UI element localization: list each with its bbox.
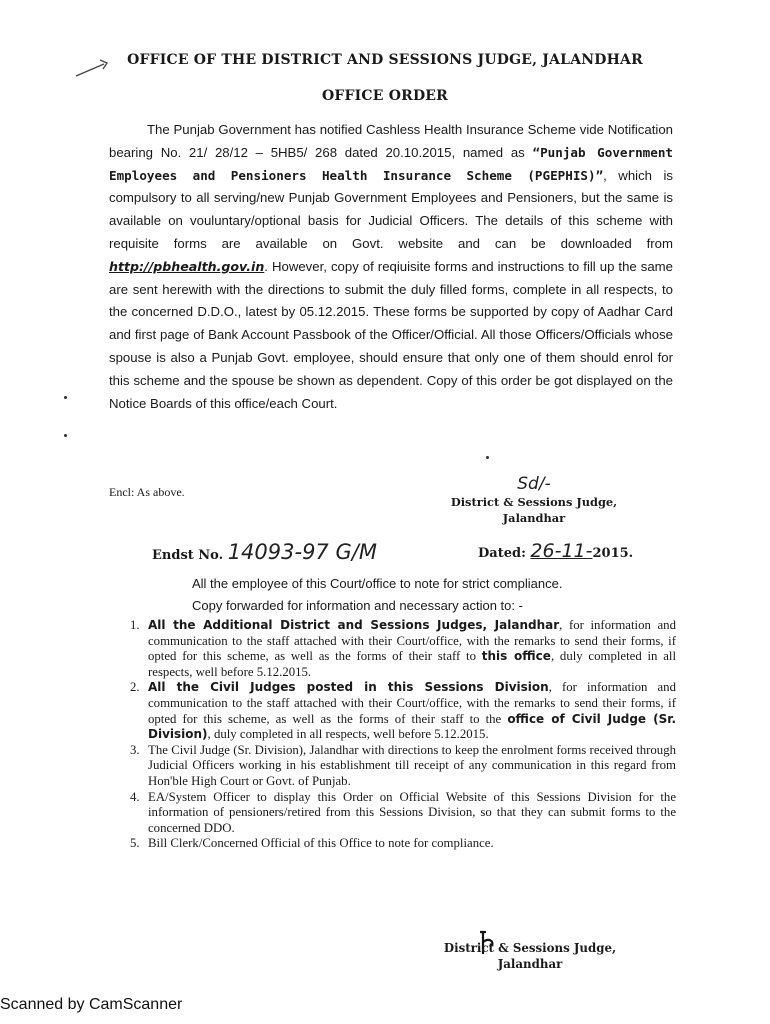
sd-mark: Sd/- — [517, 474, 551, 494]
dated-handwritten: 26-11- — [530, 540, 593, 562]
signature-place: Jalandhar — [502, 511, 566, 525]
list-item: 1. All the Additional District and Sessions Judges, Jalandhar, for information and communication to the staff attached with their Court/office, with the remarks to send their forms, if opted for this scheme, as well as the forms of their staff to this office, duly completed in all respects, well before 5.12.2015. — [130, 618, 677, 679]
list-item: 2. All the Civil Judges posted in this Sessions Division, for information and communication to the staff attached with their Court/office, with the remarks to send their forms, if opted for this scheme, as well as the forms of their staff to the office of Civil Judge (Sr. Division), duly completed in all respects, well before 5.12.2015. — [130, 680, 676, 742]
list-item: 3. The Civil Judge (Sr. Division), Jalandhar with directions to keep the enrolment forms received through Judicial Officers working in his establishment till receipt of any communication in this regard from Hon'ble High Court or Govt. of Punjab. — [130, 742, 676, 788]
signature-place: Jalandhar — [497, 957, 563, 971]
compliance-line: All the employee of this Court/office to note for strict compliance. — [192, 576, 563, 591]
distribution-list — [120, 618, 676, 852]
office-heading: OFFICE OF THE DISTRICT AND SESSIONS JUDGE, JALANDHAR — [127, 52, 643, 68]
scan-speck — [64, 396, 67, 399]
enclosure-note: Encl: As above. — [109, 485, 185, 499]
signature-block-2 — [430, 940, 630, 972]
scan-speck — [486, 456, 489, 459]
scheme-name: “Punjab Government Employees and Pensioners Health Insurance Scheme (PGEPHIS)” — [109, 144, 673, 183]
forward-line: Copy forwarded for information and necessary action to: - — [192, 598, 523, 613]
body-middle: , which is compulsory to all serving/new Punjab Government Employees and Pensioners, but the same is available on vouluntary/optional basis for Judicial Officers. The details of this scheme with requisite forms are available on Govt. website and can be downloaded from — [109, 167, 674, 251]
endst-handwritten-number: 14093-97 G/M — [227, 540, 377, 564]
scan-speck — [64, 434, 67, 437]
endorsement-date — [478, 540, 633, 562]
body-intro: The Punjab Government has notified Cashless Health Insurance Scheme vide Notification bearing No. 21/ 28/12 – 5HB5/ 268 dated 20.10.2015, named as — [109, 122, 673, 160]
dated-year: 2015. — [592, 546, 634, 561]
endst-label: Endst No. — [152, 548, 224, 563]
signature-title: District & Sessions Judge, — [443, 941, 617, 955]
endorsement-number — [152, 540, 377, 564]
order-body — [109, 119, 673, 415]
scanner-watermark: Scanned by CamScanner — [0, 996, 183, 1013]
body-end: . However, copy of reqiuisite forms and instructions to fill up the same are sent herewith with the directions to submit the duly filled forms, complete in all respects, to the concerned D.D.O., latest by 05.12.2015. These forms be supported by copy of Aadhar Card and first page of Bank Account Passbook of the Officer/Official. All those Officers/Officials whose spouse is also a Punjab Govt. employee, should ensure that only one of them should enrol for this scheme and the spouse be shown as dependent. Copy of this order be got displayed on the Notice Boards of this office/each Court. — [109, 258, 673, 411]
signature-block-1 — [434, 474, 634, 526]
website-link[interactable]: http://pbhealth.gov.in — [109, 258, 265, 274]
dated-label: Dated: — [478, 546, 526, 561]
signature-title: District & Sessions Judge, — [450, 495, 618, 509]
list-item: 5. Bill Clerk/Concerned Official of this Office to note for compliance. — [130, 836, 494, 851]
order-title: OFFICE ORDER — [322, 88, 448, 104]
list-item: 4. EA/System Officer to display this Order on Official Website of this Sessions Division for the information of pensioners/retired from this Sessions Division, so that they can submit forms to the concerned DDO. — [130, 789, 676, 835]
